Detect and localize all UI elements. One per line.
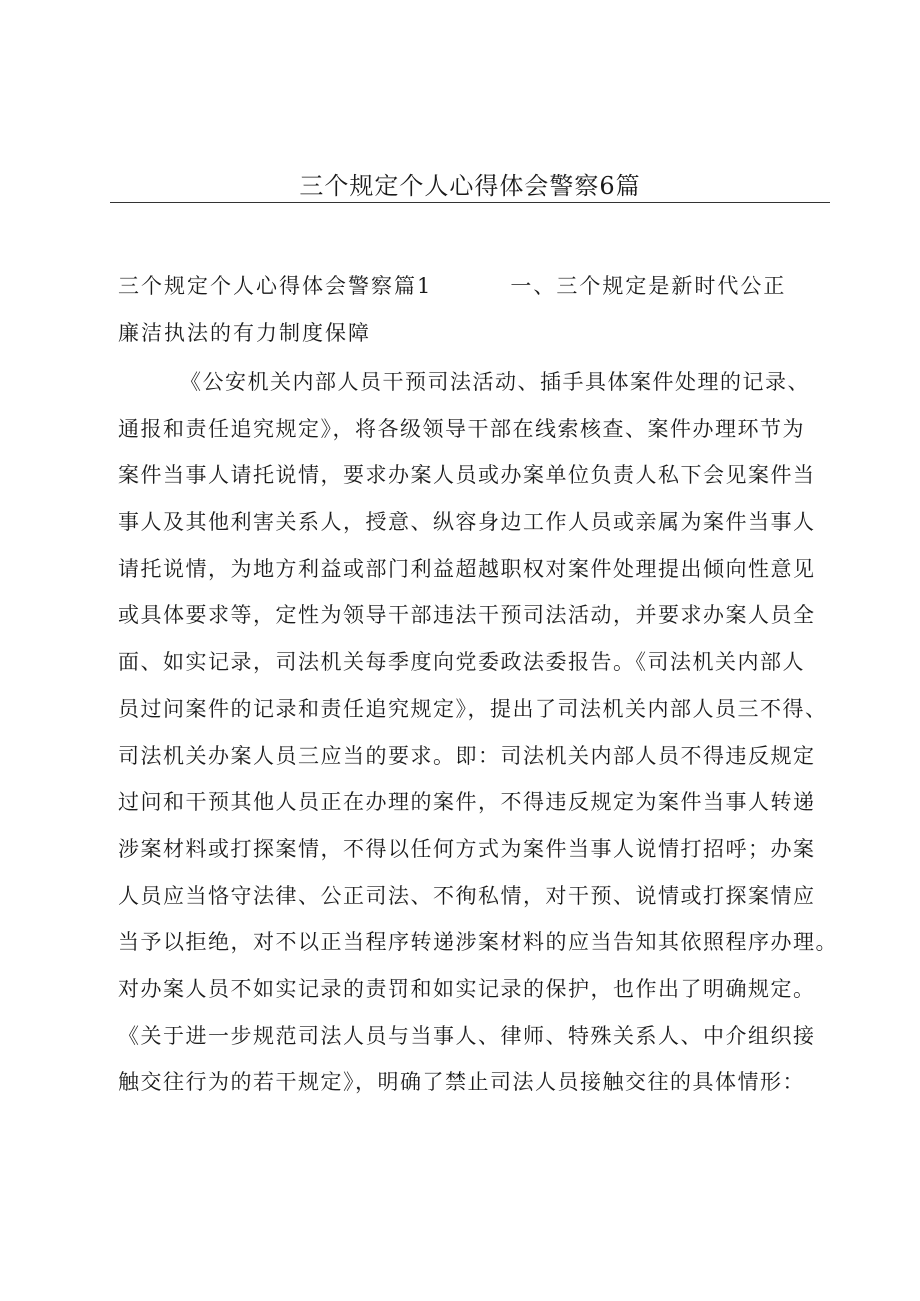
- body-line: 当予以拒绝，对不以正当程序转递涉案材料的应当告知其依照程序办理。: [118, 930, 838, 955]
- body-line: 请托说情，为地方利益或部门利益超越职权对案件处理提出倾向性意见: [118, 556, 816, 581]
- body-line: 司法机关办案人员三应当的要求。即：司法机关内部人员不得违反规定: [118, 743, 816, 768]
- body-line: 过问和干预其他人员正在办理的案件，不得违反规定为案件当事人转递: [118, 790, 816, 815]
- body-line: 人员应当恪守法律、公正司法、不徇私情，对干预、说情或打探案情应: [118, 883, 816, 908]
- body-line: 事人及其他利害关系人，授意、纵容身边工作人员或亲属为案件当事人: [118, 510, 816, 535]
- body-line: 触交往行为的若干规定》，明确了禁止司法人员接触交往的具体情形：: [118, 1070, 805, 1095]
- body-line: 案件当事人请托说情，要求办案人员或办案单位负责人私下会见案件当: [118, 463, 816, 488]
- section-heading-continuation: 廉洁执法的有力制度保障: [118, 321, 371, 345]
- body-line: 员过问案件的记录和责任追究规定》，提出了司法机关内部人员三不得、: [118, 696, 828, 721]
- section-heading: [118, 271, 786, 301]
- body-line: 或具体要求等，定性为领导干部违法干预司法活动，并要求办案人员全: [118, 603, 816, 628]
- body-paragraph: [118, 367, 848, 1114]
- body-line: 通报和责任追究规定》，将各级领导干部在线索核查、案件办理环节为: [118, 416, 805, 441]
- body-line: 对办案人员不如实记录的责罚和如实记录的保护，也作出了明确规定。: [118, 976, 816, 1001]
- section-heading-left: 三个规定个人心得体会警察篇1: [118, 274, 433, 298]
- document-title: 三个规定个人心得体会警察6篇: [299, 172, 641, 200]
- body-line: 《关于进一步规范司法人员与当事人、律师、特殊关系人、中介组织接: [118, 1023, 816, 1048]
- body-line: 涉案材料或打探案情，不得以任何方式为案件当事人说情打招呼；办案: [118, 836, 816, 861]
- section-heading-right: 一、三个规定是新时代公正: [510, 274, 787, 298]
- body-line: 《公安机关内部人员干预司法活动、插手具体案件处理的记录、: [180, 370, 810, 394]
- title-underline: [110, 202, 830, 203]
- body-line: 面、如实记录，司法机关每季度向党委政法委报告。《司法机关内部人: [118, 650, 805, 675]
